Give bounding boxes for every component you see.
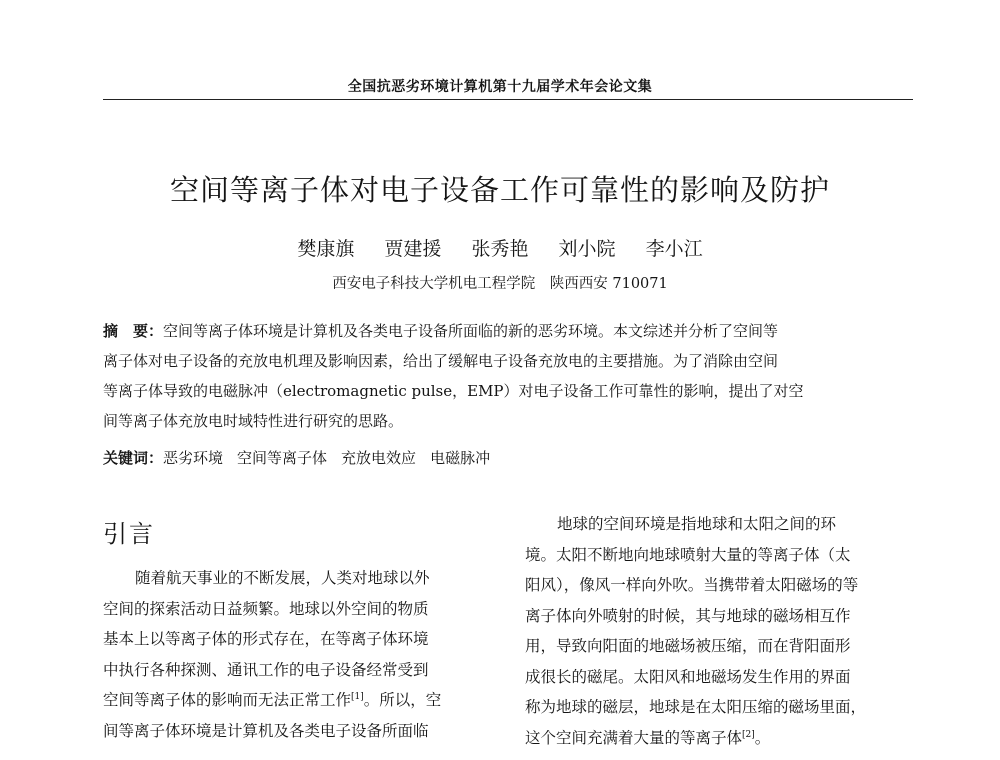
section-heading-introduction: 引言 [103,520,155,548]
body-text: 这个空间充满着大量的等离子体 [525,728,743,747]
author-name: 刘小院 [558,238,616,260]
right-column [525,509,917,753]
body-line: 空间的探索活动日益频繁。地球以外空间的物质 [103,599,429,618]
abstract-text: 空间等离子体环境是计算机及各类电子设备所面临的新的恶劣环境。本文综述并分析了空间等 [163,322,779,340]
author-name: 李小江 [645,238,703,260]
body-line: 间等离子体环境是计算机及各类电子设备所面临 [103,721,429,740]
citation-ref: [2] [742,729,755,740]
body-line: 成很长的磁尾。太阳风和地磁场发生作用的界面 [525,667,851,686]
abstract-line: 等离子体导致的电磁脉冲（electromagnetic pulse，EMP）对电子设备工作可靠性的影响，提出了对空 [103,382,804,400]
body-line: 用，导致向阳面的地磁场被压缩，而在背阳面形 [525,637,851,655]
running-header: 全国抗恶劣环境计算机第十九届学术年会论文集 [347,79,653,95]
body-line: 中执行各种探测、通讯工作的电子设备经常受到 [103,660,429,679]
left-column [103,563,498,746]
abstract [103,316,913,436]
abstract-line: 离子体对电子设备的充放电机理及影响因素，给出了缓解电子设备充放电的主要措施。为了消除由空间 [103,352,779,370]
body-line: 阳风），像风一样向外吹。当携带着太阳磁场的等 [525,576,859,594]
body-line [525,723,917,754]
keywords [103,443,913,473]
abstract-line [103,316,913,346]
body-line: 基本上以等离子体的形式存在，在等离子体环境 [103,630,429,648]
keyword: 充放电效应 [341,449,417,467]
body-text: 。 [754,728,771,747]
body-line: 称为地球的磁层，地球是在太阳压缩的磁场里面， [525,698,867,716]
body-line: 随着航天事业的不断发展，人类对地球以外 [135,569,430,587]
author-name: 张秀艳 [471,238,529,260]
author-name: 樊康旗 [297,238,355,260]
body-line [103,685,498,716]
keyword: 电磁脉冲 [430,449,491,467]
body-text: 。所以，空 [363,691,442,709]
abstract-label: 摘 要： [103,322,164,340]
author-list [0,234,1000,261]
keyword: 恶劣环境 [163,449,224,467]
body-line: 地球的空间环境是指地球和太阳之间的环 [557,515,837,533]
affiliation: 西安电子科技大学机电工程学院 陕西西安 710071 [332,276,668,292]
paper-title: 空间等离子体对电子设备工作可靠性的影响及防护 [169,173,830,207]
body-line: 离子体向外喷射的时候，其与地球的磁场相互作 [525,606,851,625]
abstract-line: 间等离子体充放电时域特性进行研究的思路。 [103,412,404,430]
body-text: 空间等离子体的影响而无法正常工作 [103,691,352,709]
body-line: 境。太阳不断地向地球喷射大量的等离子体（太 [525,545,851,564]
citation-ref: [1] [351,691,364,702]
header-rule [103,99,913,100]
author-name: 贾建援 [384,238,442,260]
keywords-label: 关键词： [103,449,164,467]
keyword: 空间等离子体 [237,449,328,467]
